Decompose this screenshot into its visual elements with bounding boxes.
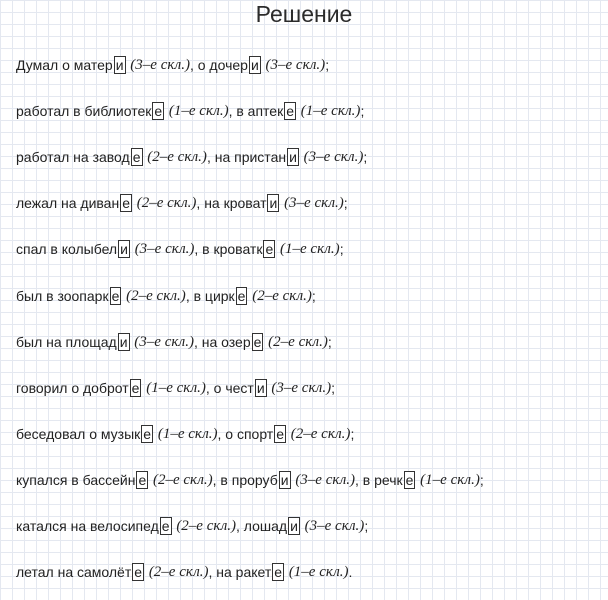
line-text: беседовал о музык <box>16 425 141 442</box>
line-text: Думал о матер <box>16 57 113 73</box>
ending-box: е <box>134 564 143 581</box>
ending-box: и <box>289 149 297 166</box>
line-text: , в речк <box>354 471 403 488</box>
line-text: спал в колыбел <box>16 241 118 258</box>
line-text: летал на самолёт <box>16 564 132 581</box>
ending-box: и <box>119 333 128 350</box>
line-text: ; <box>479 471 484 488</box>
declension-note: (3–е скл.) <box>300 518 365 534</box>
declension-note: (1–е скл.) <box>142 379 206 396</box>
solution-line <box>16 331 332 353</box>
line-text: ; <box>364 518 369 534</box>
declension-note: (2–е скл.) <box>149 471 213 488</box>
declension-note: (3–е скл.) <box>299 149 364 166</box>
declension-note: (3–е скл.) <box>280 195 344 212</box>
declension-note: (1–е скл.) <box>154 425 218 442</box>
page-title: Решение <box>255 1 353 27</box>
line-text: , в проруб <box>212 471 278 488</box>
line-text: , в цирк <box>185 287 235 304</box>
ending-box: и <box>256 379 265 396</box>
ending-box: и <box>120 241 128 258</box>
ending-box: е <box>161 518 170 534</box>
line-text: . <box>348 564 353 581</box>
line-text: , на кроват <box>196 195 267 212</box>
ending-box: и <box>269 195 278 212</box>
line-text: , на ракет <box>208 564 272 581</box>
solution-line <box>16 377 335 399</box>
line-text: ; <box>327 333 332 350</box>
line-text: , в кроватк <box>194 241 263 258</box>
ending-box: е <box>132 149 141 166</box>
ending-box: е <box>274 564 283 581</box>
declension-note: (1–е скл.) <box>285 564 349 581</box>
solution-line <box>16 561 352 583</box>
line-text: , лошад <box>235 518 288 534</box>
ending-box: е <box>405 471 414 488</box>
line-text: ; <box>339 241 344 258</box>
line-text: ; <box>325 57 330 73</box>
ending-box: е <box>131 379 140 396</box>
declension-note: (2–е скл.) <box>287 425 351 442</box>
line-text: , о дочер <box>189 57 248 73</box>
ending-box: е <box>253 333 262 350</box>
line-text: катался на велосипед <box>16 518 159 534</box>
declension-note: (2–е скл.) <box>122 287 186 304</box>
ending-box: и <box>250 57 259 73</box>
declension-note: (3–е скл.) <box>291 471 355 488</box>
line-text: , на пристан <box>206 149 287 166</box>
ending-box: е <box>265 241 274 258</box>
ending-box: е <box>276 425 285 442</box>
ending-box: и <box>115 57 124 73</box>
line-text: купался в бассейн <box>16 471 136 488</box>
declension-note: (2–е скл.) <box>264 333 328 350</box>
line-text: работал в библиотек <box>16 103 152 120</box>
declension-note: (3–е скл.) <box>126 57 190 73</box>
ending-box: е <box>122 195 130 212</box>
line-text: ; <box>360 103 365 120</box>
ending-box: и <box>290 518 298 534</box>
line-text: , о спорт <box>217 425 274 442</box>
line-text: лежал на диван <box>16 195 120 212</box>
ending-box: и <box>280 471 289 488</box>
line-text: был в зоопарк <box>16 287 109 304</box>
declension-note: (3–е скл.) <box>267 379 332 396</box>
ending-box: е <box>237 287 246 304</box>
declension-note: (2–е скл.) <box>145 564 209 581</box>
solution-line <box>16 100 364 122</box>
ending-box: е <box>286 103 295 120</box>
solution-line <box>16 423 354 445</box>
line-text: , о чест <box>205 379 254 396</box>
declension-note: (2–е скл.) <box>172 518 236 534</box>
solution-line <box>16 285 316 307</box>
line-text: ; <box>331 379 335 396</box>
solution-line <box>16 238 344 260</box>
line-text: , в аптек <box>228 103 284 120</box>
ending-box: е <box>138 471 147 488</box>
line-text: ; <box>350 425 355 442</box>
declension-note: (1–е скл.) <box>165 103 229 120</box>
solution-line <box>16 54 329 76</box>
declension-note: (1–е скл.) <box>416 471 480 488</box>
line-text: ; <box>363 149 368 166</box>
declension-note: (3–е скл.) <box>261 57 326 73</box>
solution-line <box>16 192 348 214</box>
solution-line <box>16 469 484 491</box>
declension-note: (3–е скл.) <box>130 241 195 258</box>
line-text: работал на завод <box>16 149 130 166</box>
declension-note: (1–е скл.) <box>276 241 340 258</box>
ending-box: е <box>111 287 120 304</box>
line-text: ; <box>311 287 316 304</box>
declension-note: (2–е скл.) <box>143 149 207 166</box>
declension-note: (2–е скл.) <box>248 287 312 304</box>
solution-line <box>16 146 367 168</box>
ending-box: е <box>143 425 152 442</box>
declension-note: (1–е скл.) <box>297 103 361 120</box>
declension-note: (3–е скл.) <box>130 333 194 350</box>
line-text: говорил о доброт <box>16 379 129 396</box>
line-text: ; <box>343 195 348 212</box>
line-text: , на озер <box>193 333 251 350</box>
ending-box: е <box>154 103 163 120</box>
line-text: был на площад <box>16 333 117 350</box>
declension-note: (2–е скл.) <box>133 195 197 212</box>
solution-line <box>16 515 368 537</box>
